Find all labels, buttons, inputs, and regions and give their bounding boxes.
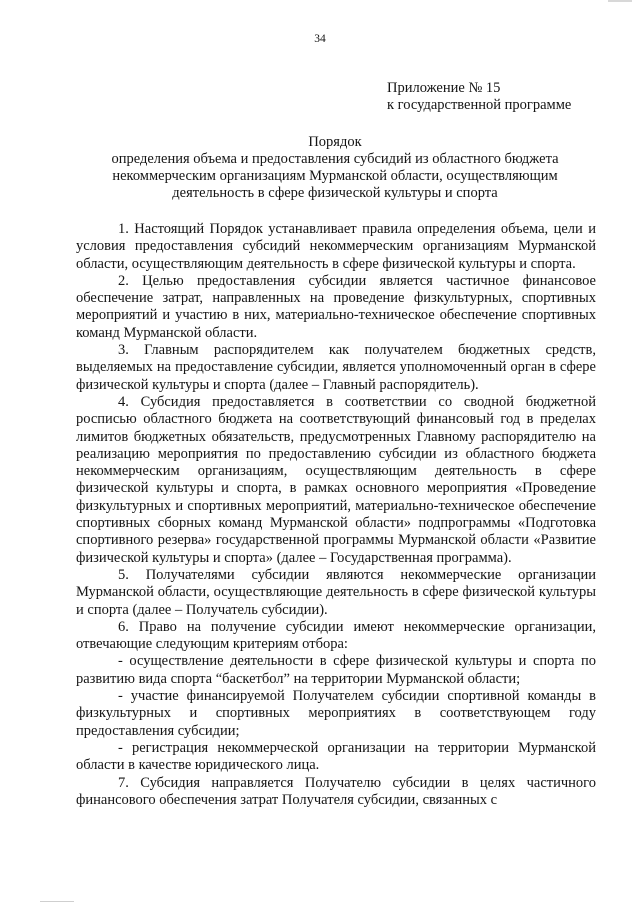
- title-heading: Порядок: [308, 134, 362, 150]
- document-title: [74, 134, 596, 202]
- paragraph-6: 6. Право на получение субсидии имеют некоммерческие организации, отвечающие следующим критериям отбора:: [76, 618, 596, 653]
- document-body: [76, 221, 596, 809]
- paragraph-3: 3. Главным распорядителем как получателем бюджетных средств, выделяемых на предоставление субсидии, является уполномоченный орган в сфере физической культуры и спорта (далее – Главный распорядитель).: [76, 342, 596, 393]
- paragraph-7: 7. Субсидия направляется Получателю субсидии в целях частичного финансового обеспечения затрат Получателя субсидии, связанных с: [76, 774, 596, 808]
- title-line: определения объема и предоставления субсидий из областного бюджета: [111, 151, 559, 167]
- appendix-reference: к государственной программе: [387, 97, 572, 113]
- paragraph-5: 5. Получателями субсидии являются некоммерческие организации Мурманской области, осуществляющие деятельность в сфере физической культуры и спорта (далее – Получатель субсидии).: [76, 566, 596, 618]
- criterion-1: - осуществление деятельности в сфере физической культуры и спорта по развитию вида спорта “баскетбол” на территории Мурманской области;: [76, 653, 596, 687]
- criterion-2: - участие финансируемой Получателем субсидии спортивной команды в физкультурных и спортивных мероприятиях в соответствующем году предоставления субсидии;: [76, 688, 596, 739]
- appendix-header: [387, 80, 571, 114]
- appendix-number: Приложение № 15: [387, 80, 501, 96]
- scan-bottom-mark: [40, 901, 74, 902]
- title-line: деятельность в сфере физической культуры и спорта: [172, 185, 498, 201]
- page-number: 34: [314, 33, 326, 45]
- scan-corner-mark: [608, 0, 632, 2]
- paragraph-1: 1. Настоящий Порядок устанавливает правила определения объема, цели и условия предоставления субсидий некоммерческим организациям Мурманской области, осуществляющим деятельность в сфере физической культуры и спорта.: [76, 221, 596, 272]
- paragraph-4: 4. Субсидия предоставляется в соответствии со сводной бюджетной росписью областного бюджета на соответствующий финансовый год в пределах лимитов бюджетных обязательств, предусмотренных Главному распорядителю на реализацию мероприятия по предоставлению субсидии из областного бюджета некоммерческим организациям, осуществляющим деятельность в сфере физической культуры и спорта, в рамках основного мероприятия «Проведение физкультурных и спортивных мероприятий, материально-техническое обеспечение спортивных сборных команд Мурманской области» подпрограммы «Подготовка спортивного резерва» государственной программы Мурманской области «Развитие физической культуры и спорта» (далее – Государственная программа).: [76, 393, 596, 566]
- criterion-3: - регистрация некоммерческой организации на территории Мурманской области в качестве юридического лица.: [76, 739, 596, 774]
- paragraph-2: 2. Целью предоставления субсидии является частичное финансовое обеспечение затрат, направленных на проведение физкультурных, спортивных мероприятий и участию в них, материально-техническое обеспечение спортивных команд Мурманской области.: [76, 272, 596, 341]
- title-line: некоммерческим организациям Мурманской области, осуществляющим: [112, 168, 558, 184]
